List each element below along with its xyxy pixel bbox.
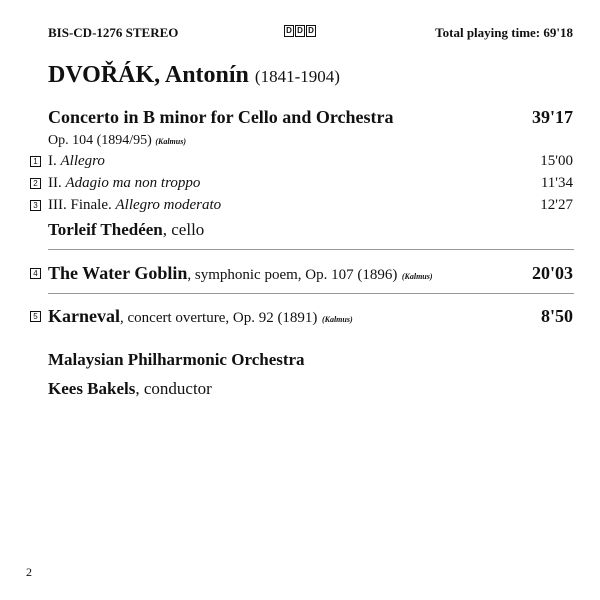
composer-dates: (1841-1904) xyxy=(254,67,340,86)
ddd-letter: D xyxy=(284,25,294,37)
track-number-box: 1 xyxy=(30,156,41,167)
conductor-name: Kees Bakels xyxy=(48,379,136,398)
movement-time: 12'27 xyxy=(540,197,573,213)
water-goblin-time: 20'03 xyxy=(531,263,573,283)
composer-name: DVOŘÁK, Antonín xyxy=(48,62,249,88)
movement-title xyxy=(48,197,221,214)
ddd-badge xyxy=(284,25,316,37)
movement-title xyxy=(48,153,105,170)
work-description: , symphonic poem, Op. 107 (1896) xyxy=(187,267,398,283)
movement-number: III. Finale. xyxy=(48,197,116,213)
work-description: , concert overture, Op. 92 (1891) xyxy=(120,310,318,326)
catalog-number: BIS-CD-1276 STEREO xyxy=(48,25,179,40)
movement-time: 11'34 xyxy=(540,175,573,191)
concerto-time: 39'17 xyxy=(531,107,573,127)
track-number-box: 3 xyxy=(30,200,41,211)
track-number-box: 2 xyxy=(30,178,41,189)
work-name: The Water Goblin xyxy=(48,263,188,283)
conductor-role: , conductor xyxy=(135,379,212,398)
total-playing-time: Total playing time: 69'18 xyxy=(435,25,573,40)
movement-title xyxy=(48,175,200,192)
soloist xyxy=(48,220,204,240)
movement-name: Allegro xyxy=(60,153,105,169)
conductor xyxy=(48,379,212,399)
divider xyxy=(48,293,574,294)
concerto-opus xyxy=(48,133,186,149)
divider xyxy=(48,249,574,250)
page-number: 2 xyxy=(26,565,32,579)
work-name: Karneval xyxy=(48,306,120,326)
movement-number: II. xyxy=(48,175,66,191)
ddd-letter: D xyxy=(295,25,305,37)
karneval-title xyxy=(48,306,353,327)
opus-text: Op. 104 (1894/95) xyxy=(48,133,152,148)
edition-note: (Kalmus) xyxy=(401,272,433,281)
concerto-title: Concerto in B minor for Cello and Orchestra xyxy=(48,107,394,127)
water-goblin-title xyxy=(48,263,433,284)
karneval-time: 8'50 xyxy=(540,306,573,326)
orchestra-name: Malaysian Philharmonic Orchestra xyxy=(48,350,305,369)
track-number-box: 4 xyxy=(30,268,41,279)
composer-heading xyxy=(48,62,340,89)
edition-note: (Kalmus) xyxy=(321,315,353,324)
soloist-role: , cello xyxy=(162,220,205,239)
movement-number: I. xyxy=(48,153,61,169)
movement-name: Adagio ma non troppo xyxy=(65,175,201,191)
ddd-letter: D xyxy=(306,25,316,37)
track-number-box: 5 xyxy=(30,311,41,322)
soloist-name: Torleif Thedéen xyxy=(48,220,163,239)
edition-note: (Kalmus) xyxy=(155,137,186,146)
movement-name: Allegro moderato xyxy=(115,197,222,213)
movement-time: 15'00 xyxy=(540,153,573,169)
